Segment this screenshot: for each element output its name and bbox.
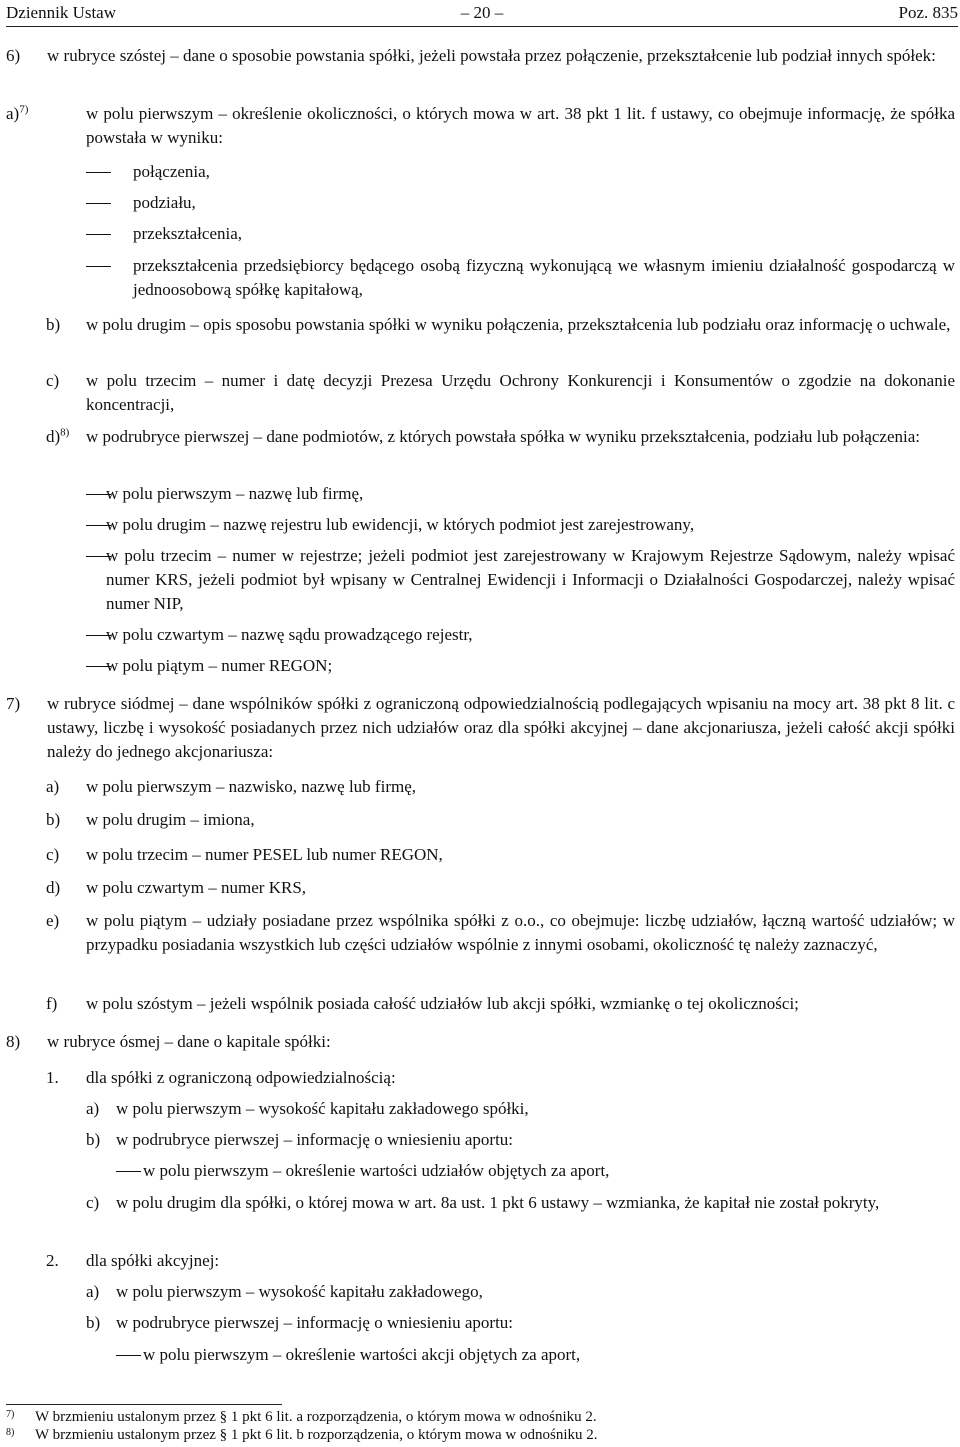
item-7f-label: f) [46,994,58,1013]
item-6-label: 6) [6,46,21,65]
item-6a-label: a)$^{7)}$ [6,103,29,123]
item-8-1a-text: w polu pierwszym – wysokość kapitału zakładowego spółki, [116,1099,529,1118]
footnote-separator [6,1404,282,1405]
dash-marker [116,1355,141,1356]
item-7b-text: w polu drugim – imiona, [86,810,255,829]
item-8-2a-label: a) [86,1282,100,1301]
position-number: Poz. 835 [898,3,958,22]
item-6a-dash-3: przekształcenia, [133,224,243,243]
item-6a-dash-2: podziału, [133,193,196,212]
item-7e-label: e) [46,911,60,930]
item-8-1-text: dla spółki z ograniczoną odpowiedzialnością: [86,1068,396,1087]
footnote-8-text: W brzmieniu ustalonym przez § 1 pkt 6 lit. b rozporządzenia, o którym mowa w odnośniku 2. [35,1427,598,1443]
page-number: – 20 – [460,3,504,22]
item-7b-label: b) [46,810,61,829]
item-6a-dash-1: połączenia, [133,162,210,181]
dash-marker [116,1171,141,1172]
dash-marker [86,172,111,173]
item-8-1c-label: c) [86,1193,100,1212]
footnote-7-text: W brzmieniu ustalonym przez § 1 pkt 6 lit. a rozporządzenia, o którym mowa w odnośniku 2. [35,1409,597,1425]
item-8-2a-text: w polu pierwszym – wysokość kapitału zakładowego, [116,1282,483,1301]
item-6c-text: w polu trzecim – numer i datę decyzji Prezesa Urzędu Ochrony Konkurencji i Konsumentów o zgodzie na dokonanie koncentracji, [86,371,955,414]
item-6d-text: w podrubryce pierwszej – dane podmiotów, z których powstała spółka w wyniku przekształcenia, podziału lub połączenia: [86,427,920,446]
item-8-1-label: 1. [46,1068,59,1087]
item-7d-label: d) [46,878,61,897]
item-6a-text: w polu pierwszym – określenie okoliczności, o których mowa w art. 38 pkt 1 lit. f ustawy, co obejmuje informację, że spółka powstała w wyniku: [86,104,955,147]
item-8-2b-text: w podrubryce pierwszej – informację o wniesieniu aportu: [116,1313,514,1332]
item-6b-text: w polu drugim – opis sposobu powstania spółki w wyniku połączenia, przekształcenia lub podziału oraz informację o uchwale, [86,315,951,334]
item-7-label: 7) [6,694,21,713]
item-7d-text: w polu czwartym – numer KRS, [86,878,307,897]
item-7a-text: w polu pierwszym – nazwisko, nazwę lub firmę, [86,777,416,796]
item-6d-dash-5: w polu piątym – numer REGON; [106,656,333,675]
item-6a-dash-4: przekształcenia przedsiębiorcy będącego osobą fizyczną wykonującą we własnym imieniu działalność gospodarczą w jednoosobową spółkę kapitałową, [133,256,955,299]
item-6d-label: d)$^{8)}$ [46,426,70,446]
item-8-1b-label: b) [86,1130,101,1149]
item-8-1a-label: a) [86,1099,100,1118]
item-8-label: 8) [6,1032,21,1051]
item-7c-text: w polu trzecim – numer PESEL lub numer REGON, [86,845,443,864]
footnote-8-mark: 8) [6,1427,15,1438]
item-8-1b-dash: w polu pierwszym – określenie wartości udziałów objętych za aport, [143,1161,610,1180]
item-8-2-label: 2. [46,1251,59,1270]
dash-marker [86,266,111,267]
item-8-2b-label: b) [86,1313,101,1332]
item-6d-dash-1: w polu pierwszym – nazwę lub firmę, [106,484,364,503]
item-6d-dash-4: w polu czwartym – nazwę sądu prowadzącego rejestr, [106,625,473,644]
item-7a-label: a) [46,777,60,796]
item-7e-text: w polu piątym – udziały posiadane przez wspólnika spółki z o.o., co obejmuje: liczbę udziałów, łączną wartość udziałów; w przypadku posiadania wszystkich lub części udziałów wspólnie z innymi osobami, okoliczność tę należy zaznaczyć, [86,911,955,954]
item-8-1b-text: w podrubryce pierwszej – informację o wniesieniu aportu: [116,1130,514,1149]
item-7c-label: c) [46,845,60,864]
item-6-text: w rubryce szóstej – dane o sposobie powstania spółki, jeżeli powstała przez połączenie, przekształcenie lub podział innych spółek: [47,46,936,65]
item-6c-label: c) [46,371,60,390]
item-8-1c-text: w polu drugim dla spółki, o której mowa w art. 8a ust. 1 pkt 6 ustawy – wzmianka, że kapitał nie został pokryty, [116,1193,880,1212]
item-8-text: w rubryce ósmej – dane o kapitale spółki: [47,1032,331,1051]
item-7-text: w rubryce siódmej – dane wspólników spółki z ograniczoną odpowiedzialnością podlegających wpisaniu na mocy art. 38 pkt 8 lit. c ustawy, liczbę i wysokość posiadanych przez nich udziałów oraz dla spółki akcyjnej – dane akcjonariusza, jeżeli całość akcji spółki należy do jednego akcjonariusza: [47,694,955,761]
dash-marker [86,203,111,204]
dash-marker [86,234,111,235]
footnote-7-mark: 7) [6,1409,15,1420]
journal-title: Dziennik Ustaw [6,3,117,22]
item-8-2b-dash: w polu pierwszym – określenie wartości akcji objętych za aport, [143,1345,581,1364]
item-7f-text: w polu szóstym – jeżeli wspólnik posiada całość udziałów lub akcji spółki, wzmiankę o tej okoliczności; [86,994,799,1013]
item-8-2-text: dla spółki akcyjnej: [86,1251,220,1270]
item-6d-dash-3: w polu trzecim – numer w rejestrze; jeżeli podmiot jest zarejestrowany w Krajowym Rejestrze Sądowym, należy wpisać numer KRS, jeżeli podmiot był wpisany w Centralnej Ewidencji i Informacji o Działalności Gospodarczej, należy wpisać numer NIP, [106,546,955,613]
page-header [6,0,958,27]
item-6d-dash-2: w polu drugim – nazwę rejestru lub ewidencji, w których podmiot jest zarejestrowany, [106,515,695,534]
item-6b-label: b) [46,315,61,334]
